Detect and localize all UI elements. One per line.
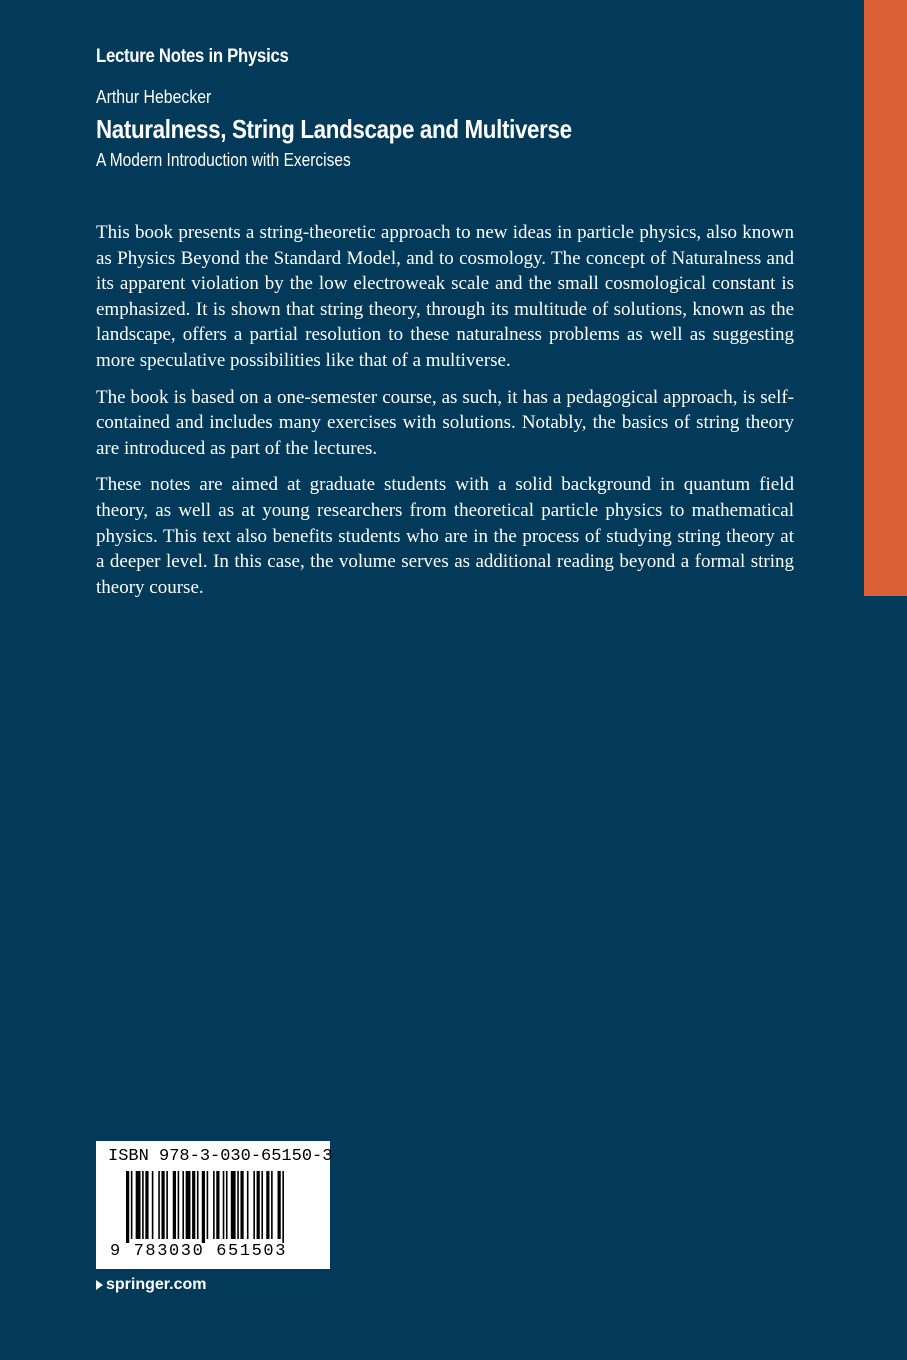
author-name: Arthur Hebecker (96, 87, 212, 107)
publisher-link[interactable] (96, 1276, 206, 1294)
blurb (96, 220, 794, 611)
barcode-box (96, 1141, 333, 1269)
publisher-url: springer.com (106, 1276, 207, 1293)
arrow-right-icon (96, 1280, 103, 1290)
ean-digits: 9 783030 651503 (110, 1242, 288, 1261)
isbn-label: ISBN 978-3-030-65150-3 (108, 1147, 333, 1166)
book-title: Naturalness, String Landscape and Multiverse (96, 114, 572, 144)
blurb-paragraph-3: These notes are aimed at graduate students with a solid background in quantum field theory, as well as at young researchers from theoretical particle physics to mathematical physics. This text also benefits students who are in the process of studying string theory at a deeper level. In this case, the volume serves as additional reading beyond a formal string theory course. (96, 474, 794, 598)
blurb-paragraph-1: This book presents a string-theoretic approach to new ideas in particle physics, also known as Physics Beyond the Standard Model, and to cosmology. The concept of Naturalness and its apparent violation by the low electroweak scale and the small cosmological constant is emphasized. It is shown that string theory, through its multitude of solutions, known as the landscape, offers a partial resolution to these naturalness problems as well as suggesting more speculative possibilities like that of a multiverse. (96, 222, 794, 371)
book-subtitle: A Modern Introduction with Exercises (96, 150, 351, 170)
accent-strip (864, 0, 907, 596)
series-name: Lecture Notes in Physics (96, 46, 289, 67)
blurb-paragraph-2: The book is based on a one-semester course, as such, it has a pedagogical approach, is self-contained and includes many exercises with solutions. Notably, the basics of string theory are introduced as part of the lectures. (96, 386, 794, 459)
